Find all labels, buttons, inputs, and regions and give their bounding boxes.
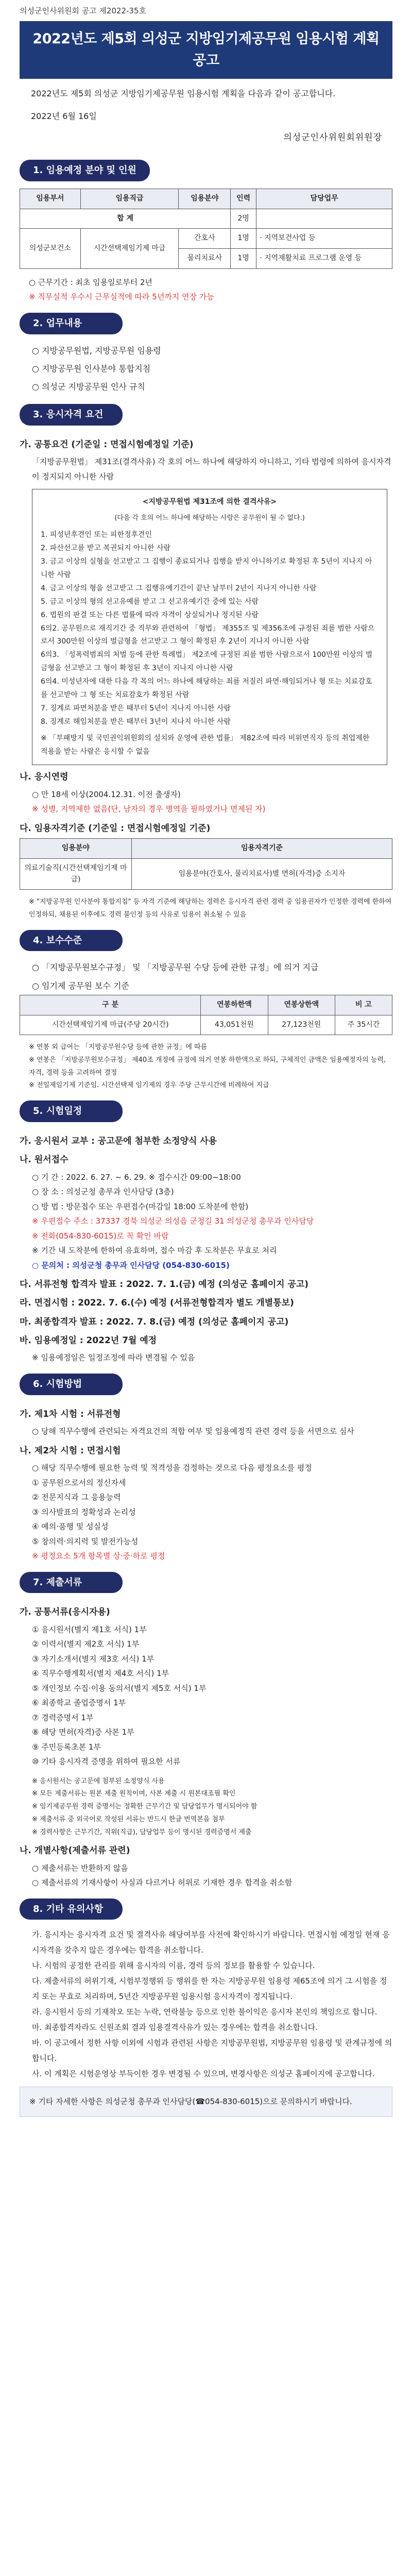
list-item: 6의4. 미성년자에 대한 다음 각 목의 어느 하나에 해당하는 죄를 저질러 파면·해임되거나 형 또는 치료감호를 선고받아 그 형 또는 치료감호가 확정된 사람 (41, 677, 372, 700)
col-header: 임용분야 (20, 839, 132, 859)
table-cell: · 지역보건사업 등 (256, 229, 392, 249)
schedule-note: ※ 임용예정일은 일정조정에 따라 변경될 수 있음 (32, 1353, 195, 1363)
table-header-row (20, 995, 392, 1015)
list-item: ⑨ 주민등록초본 1부 (32, 1742, 101, 1752)
table-row (20, 1015, 392, 1035)
section-2-heading: 2. 업무내용 (20, 313, 123, 334)
col-header: 임용자격기준 (131, 839, 392, 859)
list-item: ○ 지방공무원 인사분야 통합지침 (32, 363, 151, 374)
issuer: 의성군인사위원회위원장 (283, 132, 382, 143)
list-item: 라. 응시원서 등의 기재착오 또는 누락, 연락불능 등으로 인한 불이익은 응시자 본인의 책임으로 합니다. (32, 2007, 377, 2017)
list-item: ⑥ 최종학교 졸업증명서 1부 (32, 1698, 126, 1708)
list-item: 5. 금고 이상의 형의 선고유예를 받고 그 선고유예기간 중에 있는 사람 (41, 597, 259, 606)
box-footer: ※ 「부패방지 및 국민권익위원회의 설치와 운영에 관한 법률」 제82조에 따라 비위면직자 등의 취업제한 적용을 받는 사람은 응시할 수 없음 (41, 734, 370, 756)
list-item: ① 응시원서(별지 제1호 서식) 1부 (32, 1624, 147, 1634)
list-item: 6의3. 「성폭력범죄의 처벌 등에 관한 특례법」 제2조에 규정된 죄를 범한 사람으로서 100만원 이상의 벌금형을 선고받고 그 형이 확정된 후 3년이 지나지 아니한 사람 (41, 651, 373, 673)
col-header: 담당업무 (256, 189, 392, 209)
list-item: ○ 방 법 : 방문접수 또는 우편접수(마감일 18:00 도착분에 한함) (32, 1201, 249, 1211)
note-line: ※ 연봉 외 급여는 「지방공무원수당 등에 관한 규정」에 따름 (29, 1043, 208, 1052)
note-line: ※ 전화(054-830-6015)로 꼭 확인 바람 (32, 1231, 169, 1241)
list-item: ⑤ 개인정보 수집·이용 동의서(별지 제5호 서식) 1부 (32, 1683, 207, 1693)
sub-title: 바. 임용예정일 : 2022년 7월 예정 (20, 1335, 157, 1346)
table-cell: 43,051천원 (201, 1015, 268, 1035)
box-subtitle: (다음 각 호의 어느 하나에 해당하는 사람은 공무원이 될 수 없다.) (114, 514, 305, 522)
table-row (20, 209, 392, 229)
table-cell: 시간선택제임기제 마급(주당 20시간) (20, 1015, 201, 1035)
note-line: ※ 제출서류 중 외국어로 작성된 서류는 반드시 한글 번역본을 첨부 (32, 1815, 225, 1823)
sub-text: 「지방공무원법」 제31조(결격사유) 각 호의 어느 하나에 해당하지 아니하고, 기타 법령에 의하여 응시자격이 정지되지 아니한 사람 (32, 457, 391, 481)
application-details (32, 1170, 392, 1273)
col-header: 연봉상한액 (268, 995, 335, 1015)
sub-title: 나. 개별사항(제출서류 관련) (20, 1845, 130, 1856)
list-item: ○ 제출서류의 기재사항이 사실과 다르거나 허위로 기재한 경우 합격을 취소함 (32, 1878, 293, 1888)
list-item: ○ 장 소 : 의성군청 총무과 인사담당 (3층) (32, 1187, 174, 1197)
pay-notes (29, 1041, 392, 1092)
col-header: 임용직급 (80, 189, 179, 209)
table-cell: 주 35시간 (335, 1015, 392, 1035)
list-item: ○ 제출서류는 반환하지 않음 (32, 1863, 128, 1873)
sub-title: 다. 서류전형 합격자 발표 : 2022. 7. 1.(금) 예정 (의성군 홈페이지 공고) (20, 1279, 309, 1290)
table-header-row (20, 839, 392, 859)
list-item: 7. 징계로 파면처분을 받은 때부터 5년이 지나지 아니한 사람 (41, 704, 231, 713)
col-header: 임용분야 (179, 189, 231, 209)
list-item: 사. 이 계획은 시험운영상 부득이한 경우 변경될 수 있으며, 변경사항은 의성군 홈페이지에 공고합니다. (32, 2069, 375, 2079)
note-line: ※ 모든 제출서류는 원본 제출 원칙이며, 사본 제출 시 원본대조필 확인 (32, 1790, 236, 1798)
list-item: 다. 제출서류의 허위기재, 시험부정행위 등 행위를 한 자는 지방공무원 임용령 제65조에 의거 그 시험을 정지 또는 무효로 처리하며, 5년간 지방공무원 임용시험 응시자격이 정지됩니다. (32, 1976, 387, 2002)
col-header: 연봉하한액 (201, 995, 268, 1015)
list-item: ○ 기 간 : 2022. 6. 27. ~ 6. 29. ※ 접수시간 09:00~18:00 (32, 1172, 241, 1182)
list-item: 6. 법원의 판결 또는 다른 법률에 따라 자격이 상실되거나 정지된 사람 (41, 611, 259, 619)
age-note: ※ 성별, 지역제한 없음(단, 남자의 경우 병역을 필하였거나 면제된 자) (32, 804, 266, 814)
sub-title: 가. 응시원서 교부 : 공고문에 첨부한 소정양식 사용 (20, 1136, 217, 1146)
list-item: 가. 응시자는 응시자격 요건 및 결격사유 해당여부를 사전에 확인하시기 바랍니다. 면접시험 예정일 현재 응시자격을 갖추지 않은 경우에는 합격을 취소합니다. (32, 1930, 390, 1955)
sub-title: 가. 공통서류(응시자용) (20, 1607, 110, 1618)
table-cell: 합 계 (20, 209, 231, 229)
contact-footer: ※ 기타 자세한 사항은 의성군청 총무과 인사담당(☎054-830-6015)으로 문의하시기 바랍니다. (20, 2087, 392, 2117)
table-row (20, 229, 392, 249)
interview-details (32, 1461, 392, 1564)
table-cell (256, 209, 392, 229)
section-6-heading: 6. 시험방법 (20, 1374, 123, 1395)
list-item: 8. 징계로 해임처분을 받은 때부터 3년이 지나지 아니한 사람 (41, 717, 231, 726)
section-1-heading: 1. 임용예정 분야 및 인원 (20, 160, 150, 181)
list-item: ○ 의성군 지방공무원 인사 규칙 (32, 381, 145, 392)
table-cell: 간호사 (179, 229, 231, 249)
list-item: 4. 금고 이상의 형을 선고받고 그 집행유예기간이 끝난 날부터 2년이 지나지 아니한 사람 (41, 584, 317, 592)
list-item: ⑩ 기타 응시자격 증명을 위하여 필요한 서류 (32, 1757, 181, 1767)
qualification-table (20, 838, 392, 890)
box-title: <지방공무원법 제31조에 의한 결격사유> (142, 498, 277, 506)
sub-title: 가. 공통요건 (기준일 : 면접시험예정일 기준) (20, 439, 194, 450)
col-header: 임용부서 (20, 189, 81, 209)
section-8-heading: 8. 기타 유의사항 (20, 1899, 123, 1920)
individual-items (32, 1861, 392, 1890)
col-header: 구 분 (20, 995, 201, 1015)
contact-line: ○ 문의처 : 의성군청 총무과 인사담당 (054-830-6015) (32, 1260, 230, 1270)
table-cell: 시간선택제임기제 마급 (80, 229, 179, 268)
note-line: ※ 직무실적 우수시 근무실적에 따라 5년까지 연장 가능 (29, 292, 214, 302)
sub-title: 라. 면접시험 : 2022. 7. 6.(수) 예정 (서류전형합격자 별도 개별통보) (20, 1298, 294, 1309)
list-item: ① 공무원으로서의 정신자세 (32, 1478, 126, 1487)
pay-table (20, 995, 392, 1035)
table-cell: 물리치료사 (179, 249, 231, 269)
intro-block (20, 79, 392, 125)
sub-text: ○ 당해 직무수행에 관련되는 자격요건의 적합 여부 및 임용예정직 관련 경력 등을 서면으로 심사 (32, 1427, 354, 1436)
list-item: ④ 직무수행계획서(별지 제4호 서식) 1부 (32, 1669, 169, 1679)
list-item: ⑤ 창의력·의지력 및 발전가능성 (32, 1536, 139, 1546)
note-line: ※ 연봉은 「지방공무원보수규정」 제40조 개정에 규정에 의거 연봉 하한액으로 하되, 구체적인 금액은 임용예정자의 능력, 자격, 경력 등을 고려하여 결정 (29, 1056, 386, 1077)
list-item: ⑧ 해당 면허(자격)증 사본 1부 (32, 1727, 134, 1737)
list-item: 3. 금고 이상의 실형을 선고받고 그 집행이 종료되거나 집행을 받지 아니하기로 확정된 후 5년이 지나지 아니한 사람 (41, 557, 372, 579)
section-1-notes (29, 275, 392, 304)
list-item: ○ 「지방공무원보수규정」 및 「지방공무원 수당 등에 관한 규정」에 의거 지급 (32, 962, 319, 973)
position-table (20, 189, 392, 269)
table-cell: 1명 (231, 229, 256, 249)
note-line: ※ 경력사항은 근무기간, 직위(직급), 담당업무 등이 명시된 경력증명서 제출 (32, 1828, 252, 1836)
announce-date: 2022년 6월 16일 (31, 111, 97, 122)
section-4-list (32, 958, 392, 994)
list-item: ④ 예의·품행 및 성실성 (32, 1522, 109, 1532)
note-line: ※ 기간 내 도착분에 한하여 유효하며, 접수 마감 후 도착분은 무효로 처리 (32, 1246, 277, 1256)
section-4-heading: 4. 보수수준 (20, 930, 123, 952)
note-line: ○ 근무기간 : 최초 임용일로부터 2년 (29, 277, 152, 287)
sub-text: ○ 해당 직무수행에 필요한 능력 및 적격성을 검정하는 것으로 다음 평정요소를 평정 (32, 1463, 312, 1473)
sub-title: 나. 제2차 시험 : 면접시험 (20, 1445, 121, 1456)
sub-text (32, 787, 392, 817)
intro-text: 2022년도 제5회 의성군 지방임기제공무원 임용시험 계획을 다음과 같이 공고합니다. (31, 88, 336, 98)
note-line: ※ 평정요소 5개 항목별 상·중·하로 평정 (32, 1551, 165, 1561)
list-item: ③ 의사발표의 정확성과 논리성 (32, 1507, 136, 1517)
table-cell: 의성군보건소 (20, 229, 81, 268)
section-7-heading: 7. 제출서류 (20, 1572, 123, 1594)
list-item: 나. 시험의 공정한 관리를 위해 응시자의 이름, 경력 등의 정보를 활용할 수 있습니다. (32, 1961, 315, 1971)
notice-number: 의성군인사위원회 공고 제2022-35호 (20, 6, 147, 15)
table-cell: 의료기술직(시간선택제임기제 마급) (20, 858, 132, 889)
col-header: 인력 (231, 189, 256, 209)
table-row (20, 858, 392, 889)
list-item: ② 전문지식과 그 응용능력 (32, 1493, 121, 1502)
qualification-note: ※ "지방공무원 인사분야 통합지침" 등 자격 기준에 해당하는 경력은 응시자격 관련 경력 중 임용권자가 인정한 경력에 한하여 인정하되, 채용된 이후에도 경력 불인정 등의 사유로 임용이 취소될 수 있음 (29, 898, 392, 919)
sub-title: 마. 최종합격자 발표 : 2022. 7. 8.(금) 예정 (의성군 홈페이지 공고) (20, 1316, 289, 1327)
section-2-list (32, 342, 392, 396)
table-cell: 1명 (231, 249, 256, 269)
table-cell: 27,123천원 (268, 1015, 335, 1035)
note-line: ※ 전일제임기제 기준임. 시간선택제 임기제의 경우 주당 근무시간에 비례하여 지급 (29, 1081, 269, 1090)
sub-title: 나. 응시연령 (20, 772, 68, 783)
document-list (32, 1622, 392, 1769)
list-item: ○ 임기제 공무원 보수 기준 (32, 980, 129, 991)
list-item: ○ 지방공무원법, 지방공무원 임용령 (32, 345, 161, 355)
sub-title: 가. 제1차 시험 : 서류전형 (20, 1409, 121, 1419)
caution-list (32, 1927, 392, 2081)
list-item: 바. 이 공고에서 정한 사항 이외에 시험과 관련된 사항은 지방공무원법, 지방공무원 임용령 및 관계규정에 의합니다. (32, 2038, 392, 2063)
list-item: 6의2. 공무원으로 재직기간 중 직무와 관련하여 「형법」 제355조 및 제356조에 규정된 죄를 범한 사람으로서 300만원 이상의 벌금형을 선고받고 그 형이 확정된 후 2년이 지나지 아니한 사람 (41, 624, 375, 646)
col-header: 비 고 (335, 995, 392, 1015)
page-title: 2022년도 제5회 의성군 지방임기제공무원 임용시험 계획 공고 (20, 21, 392, 79)
list-item: ② 이력서(별지 제2호 서식) 1부 (32, 1639, 140, 1649)
table-cell: 2명 (231, 209, 256, 229)
disqualification-box (32, 489, 387, 765)
age-text: ○ 만 18세 이상(2004.12.31. 이전 출생자) (32, 789, 181, 799)
table-cell: · 지역재활치료 프로그램 운영 등 (256, 249, 392, 269)
list-item: 마. 최종합격자라도 신원조회 결과 임용결격사유가 있는 경우에는 합격을 취소합니다. (32, 2023, 318, 2032)
list-item: 2. 파산선고를 받고 복권되지 아니한 사람 (41, 544, 170, 553)
list-item: 1. 피성년후견인 또는 피한정후견인 (41, 531, 152, 539)
section-5-heading: 5. 시험일정 (20, 1100, 123, 1122)
note-line: ※ 임기제공무원 경력 증명서는 정확한 근무기간 및 담당업무가 명시되어야 함 (32, 1803, 258, 1811)
table-cell: 임용분야(간호사, 물리치료사)별 면허(자격)증 소지자 (131, 858, 392, 889)
sub-title: 나. 원서접수 (20, 1155, 68, 1165)
list-item: ⑦ 경력증명서 1부 (32, 1713, 94, 1722)
sub-title: 다. 임용자격기준 (기준일 : 면접시험예정일 기준) (20, 823, 211, 834)
mail-address: ※ 우편접수 주소 : 37337 경북 의성군 의성읍 군청길 31 의성군청 총무과 인사담당 (32, 1216, 314, 1226)
table-header-row (20, 189, 392, 209)
section-3-heading: 3. 응시자격 요건 (20, 404, 123, 426)
note-line: ※ 응시원서는 공고문에 첨부된 소정양식 사용 (32, 1777, 165, 1785)
document-notes (32, 1775, 392, 1839)
list-item: ③ 자기소개서(별지 제3호 서식) 1부 (32, 1654, 154, 1664)
